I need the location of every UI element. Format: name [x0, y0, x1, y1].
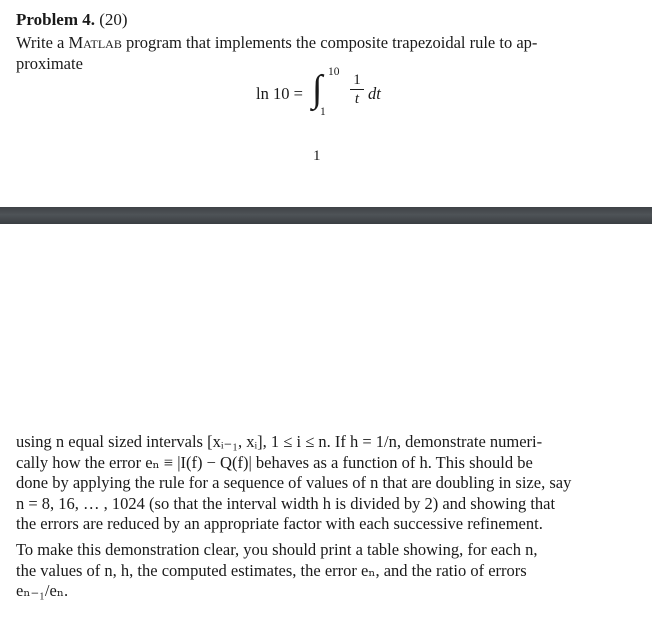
integral-sign: ∫: [312, 68, 323, 110]
para1-line-4: n = 8, 16, … , 1024 (so that the interval width h is divided by 2) and showing that: [16, 493, 556, 513]
para1-line-3: done by applying the rule for a sequence of values of n that are doubling in size, say: [16, 473, 572, 492]
para2-line-3: eₙ₋₁/eₙ.: [16, 581, 69, 600]
para1-line-5: the errors are reduced by an appropriate factor with each successive refinement.: [16, 514, 543, 533]
fraction-bar: [350, 89, 364, 90]
intro-line-2: proximate: [16, 54, 83, 73]
fraction-numerator: 1: [353, 72, 361, 88]
page-top: [0, 0, 652, 207]
para2-line-1: To make this demonstration clear, you should print a table showing, for each n,: [16, 540, 538, 559]
differential: dt: [368, 84, 381, 103]
problem-heading: [16, 10, 128, 30]
equation-lhs: ln 10 =: [256, 84, 303, 103]
fraction-denominator: t: [354, 91, 360, 107]
para2-line-2: the values of n, h, the computed estimates, the error eₙ, and the ratio of errors: [16, 560, 527, 580]
para1-line-1: using n equal sized intervals [xᵢ₋₁, xᵢ], 1 ≤ i ≤ n. If h = 1/n, demonstrate numeri-: [16, 432, 543, 451]
integrand-fraction: [350, 72, 364, 107]
problem-label: Problem 4.: [16, 10, 96, 29]
integral-lower-limit: 1: [320, 106, 326, 118]
matlab-word: Matlab: [68, 33, 122, 52]
paragraph-table: [16, 540, 620, 602]
integral-equation: [240, 62, 440, 132]
intro-prefix: Write a: [16, 33, 69, 52]
integral-upper-limit: 10: [328, 66, 340, 78]
para1-line-2: cally how the error eₙ ≡ |I(f) − Q(f)| behaves as a function of h. This should be: [16, 452, 533, 472]
intro-suffix: program that implements the composite trapezoidal rule to ap-: [121, 33, 538, 52]
problem-points: (20): [99, 10, 128, 29]
page-separator-band: [0, 207, 652, 224]
paragraph-method: [16, 432, 620, 535]
page-number: 1: [313, 148, 321, 164]
